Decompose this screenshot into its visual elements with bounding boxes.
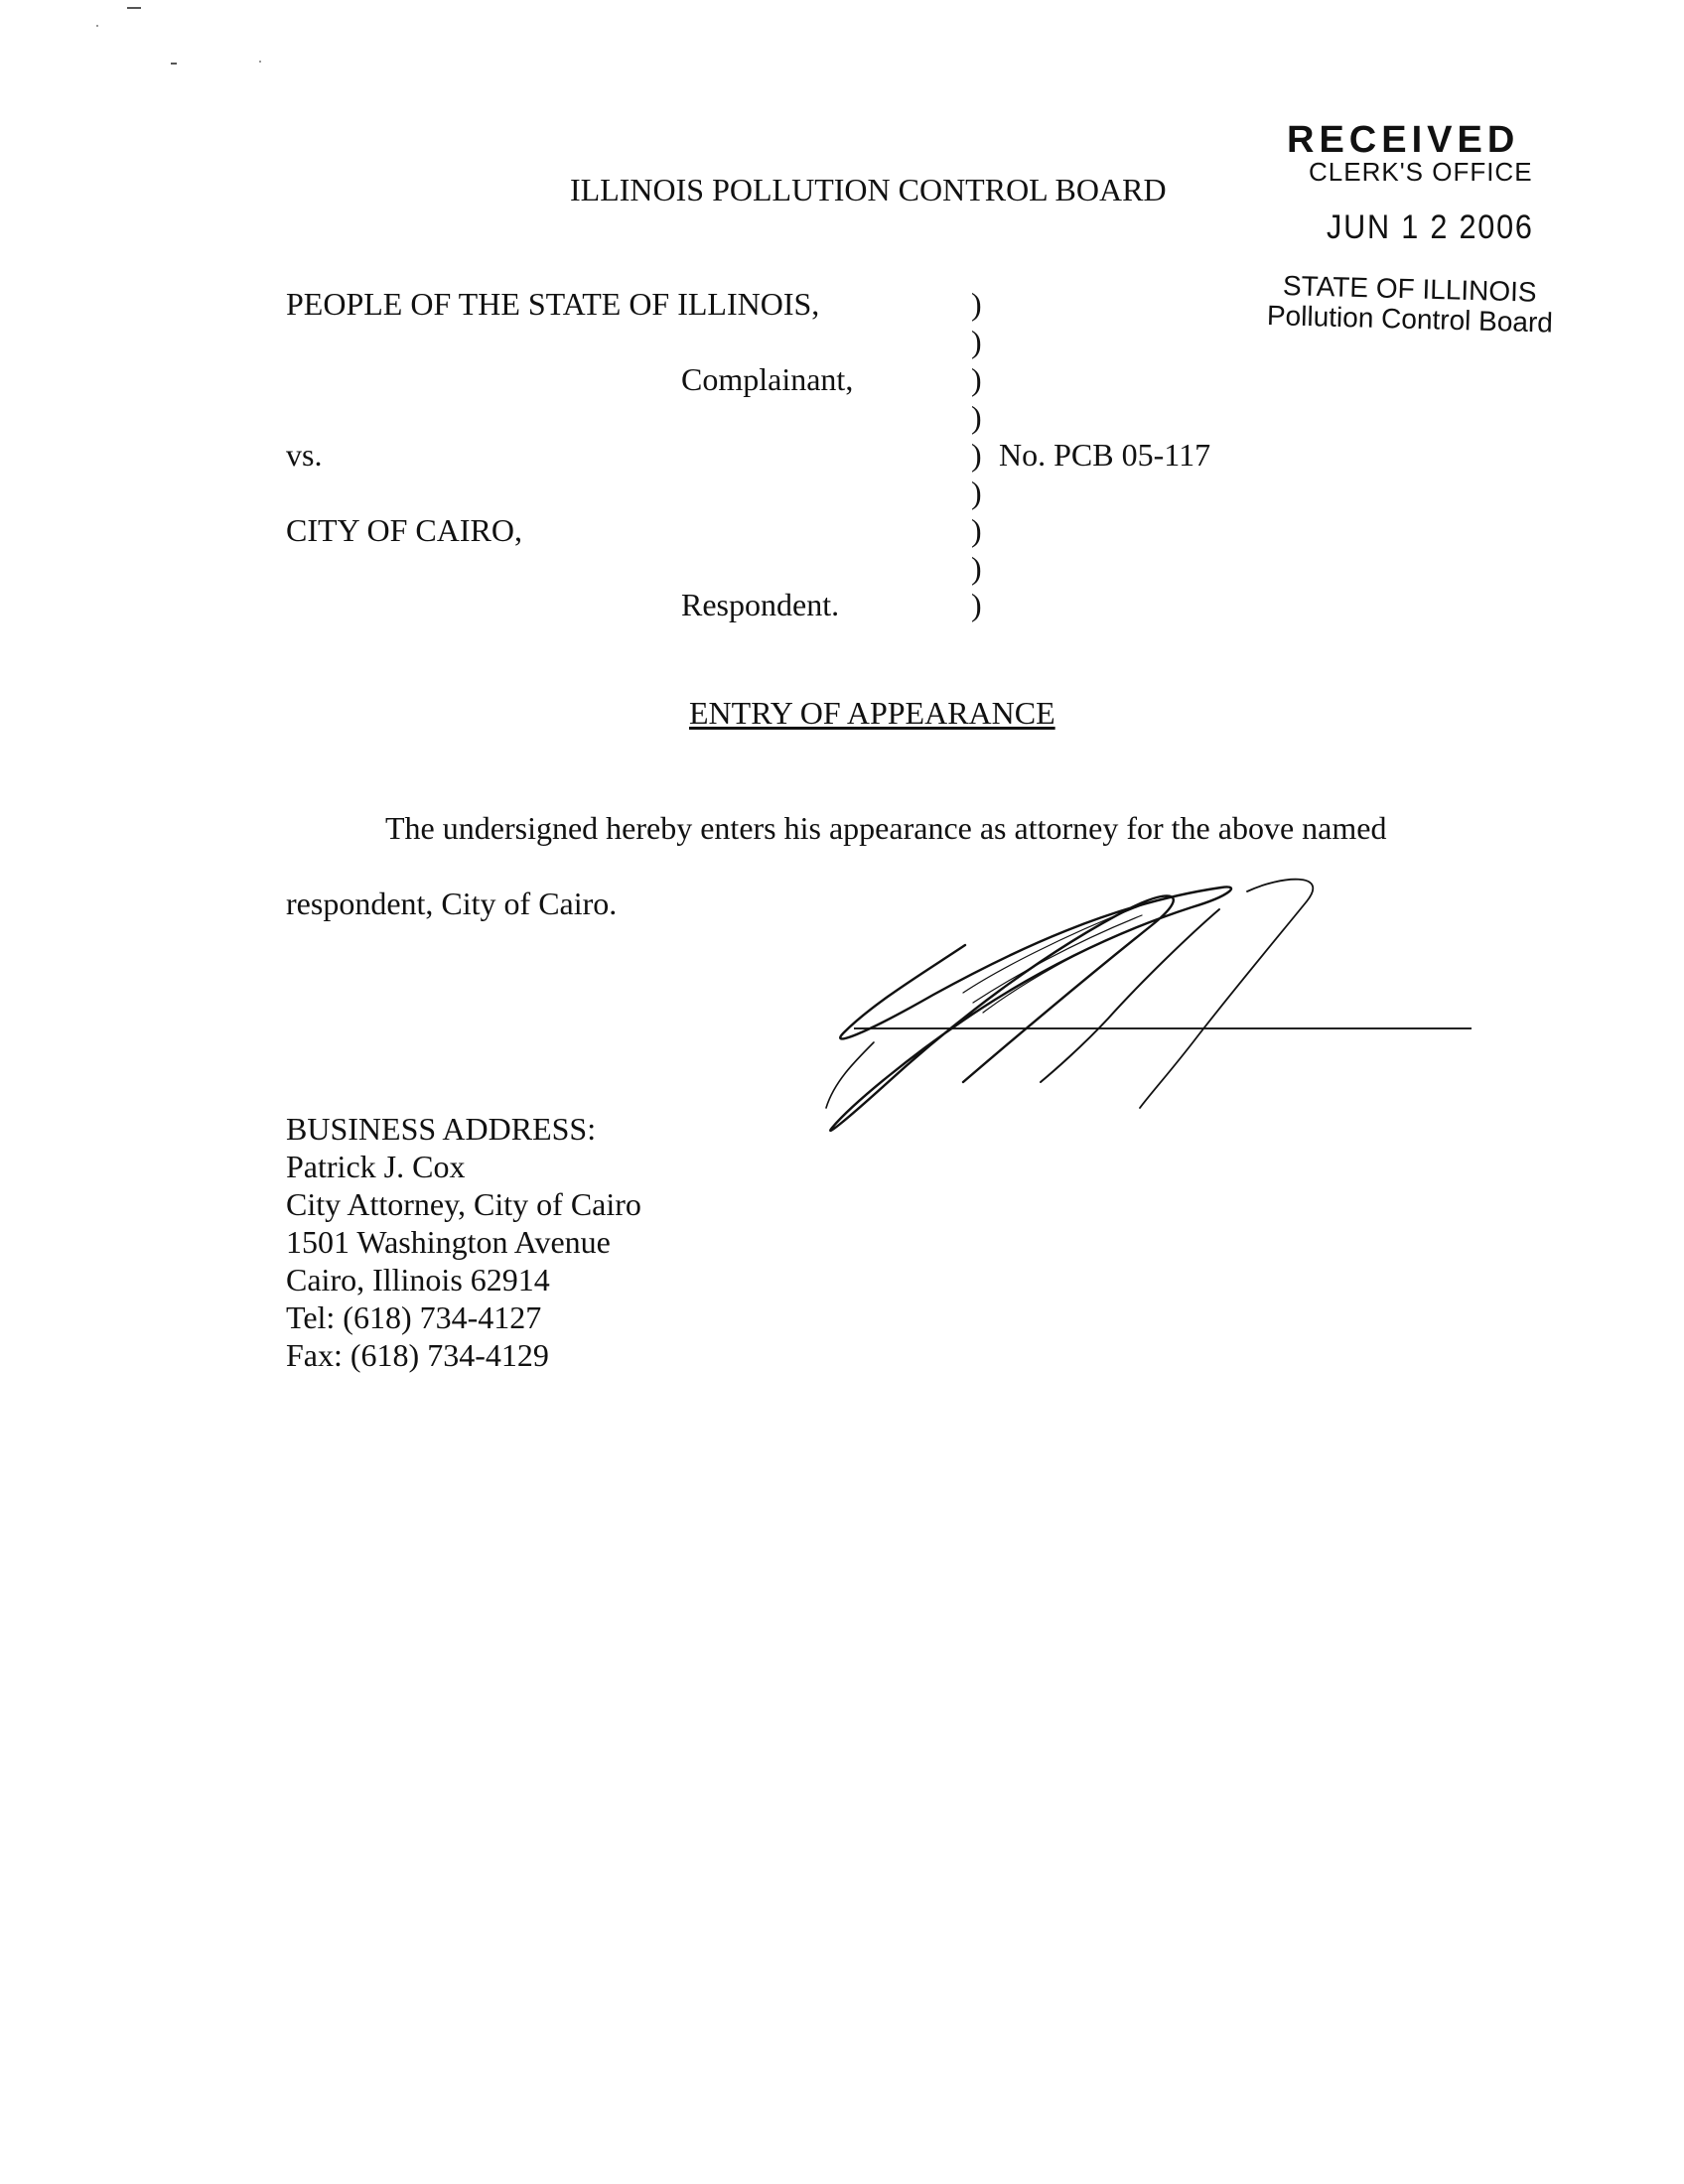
caption-paren: ): [971, 475, 982, 510]
received-stamp-board: Pollution Control Board: [1266, 300, 1554, 339]
caption-paren: ): [971, 324, 982, 359]
caption-paren: ): [971, 286, 982, 322]
document-heading: ENTRY OF APPEARANCE: [689, 695, 1055, 731]
versus-label: vs.: [286, 437, 323, 473]
fax: Fax: (618) 734-4129: [286, 1337, 549, 1373]
address-label: BUSINESS ADDRESS:: [286, 1111, 597, 1147]
caption-paren: ): [971, 399, 982, 435]
respondent-role: Respondent.: [681, 587, 840, 622]
received-stamp-title: RECEIVED: [1287, 119, 1520, 161]
body-text-line: respondent, City of Cairo.: [286, 886, 618, 921]
respondent-party: CITY OF CAIRO,: [286, 512, 522, 548]
street-address: 1501 Washington Avenue: [286, 1224, 611, 1260]
business-address-block: [286, 1110, 641, 1374]
attorney-title: City Attorney, City of Cairo: [286, 1186, 641, 1222]
caption-paren: ): [971, 361, 982, 397]
caption-paren: ): [971, 512, 982, 548]
complainant-role: Complainant,: [681, 361, 854, 397]
case-number: No. PCB 05-117: [999, 437, 1211, 473]
received-stamp-date: JUN 1 2 2006: [1327, 208, 1534, 246]
telephone: Tel: (618) 734-4127: [286, 1299, 542, 1335]
handwritten-signature: [814, 874, 1331, 1161]
scan-marks: [0, 0, 298, 79]
caption-paren: ): [971, 437, 982, 473]
caption-paren: ): [971, 550, 982, 586]
received-stamp-office: CLERK'S OFFICE: [1309, 157, 1533, 187]
caption-paren: ): [971, 587, 982, 622]
body-text-line: The undersigned hereby enters his appearance as attorney for the above named: [385, 810, 1387, 846]
received-stamp-state: STATE OF ILLINOIS: [1282, 270, 1538, 308]
city-state-zip: Cairo, Illinois 62914: [286, 1262, 550, 1297]
complainant-party: PEOPLE OF THE STATE OF ILLINOIS,: [286, 286, 820, 322]
attorney-name: Patrick J. Cox: [286, 1149, 466, 1184]
board-title: ILLINOIS POLLUTION CONTROL BOARD: [570, 172, 1167, 207]
